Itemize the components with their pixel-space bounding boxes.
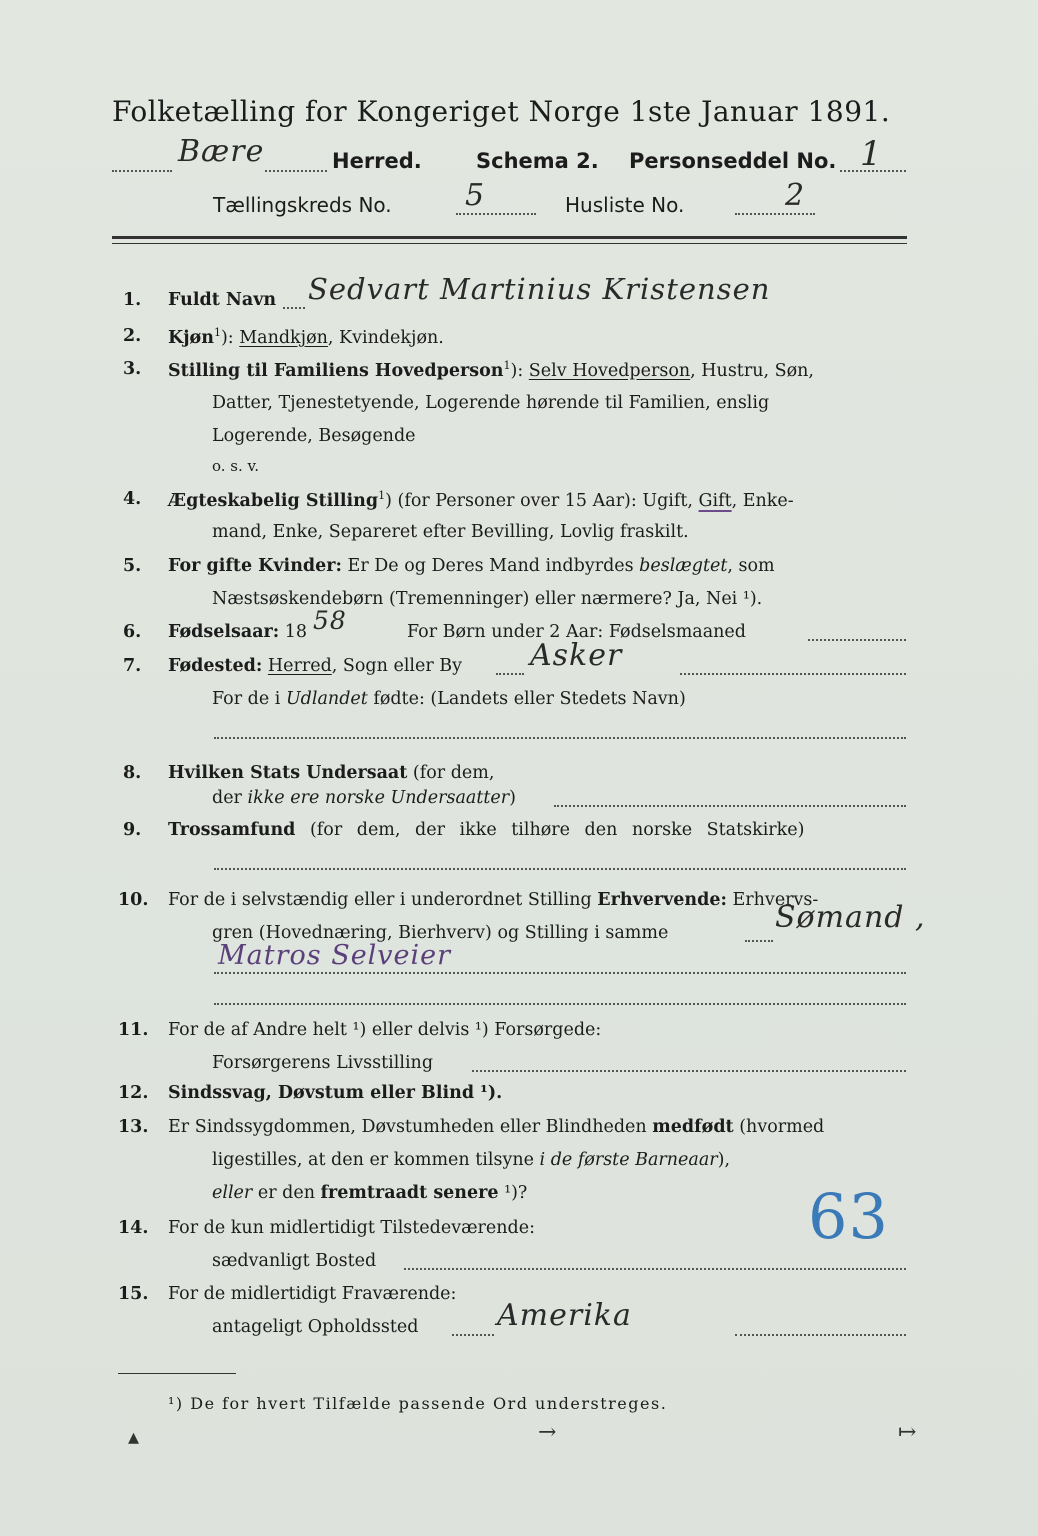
item-3-label: Stilling til Familiens Hovedperson — [168, 360, 504, 381]
item-7-line-2-a: For de i — [212, 689, 286, 709]
item-5-rest-b: , som — [727, 556, 775, 576]
item-8-label: Hvilken Stats Undersaat — [168, 763, 408, 783]
item-10-dots-a — [745, 940, 773, 942]
item-6-value: 58 — [313, 606, 347, 635]
item-11-line-1: For de af Andre helt ¹) eller delvis ¹) Forsørgede: — [168, 1020, 602, 1040]
item-13-line-3-a: er den — [252, 1183, 321, 1203]
item-4-line-1 — [168, 489, 794, 511]
item-7-label: Fødested: — [168, 656, 263, 676]
item-13-line-1-b: medfødt — [652, 1117, 734, 1137]
item-7-number: 7. — [123, 656, 142, 676]
item-3-line-1 — [168, 359, 814, 381]
margin-note: 63 — [808, 1180, 889, 1253]
item-15-dots-a — [452, 1334, 494, 1336]
item-9-dots — [214, 868, 906, 870]
item-11-dots — [472, 1070, 906, 1072]
item-15-number: 15. — [118, 1284, 149, 1304]
item-4-label: Ægteskabelig Stilling — [168, 490, 379, 511]
item-8-number: 8. — [123, 763, 142, 783]
item-9-label: Trossamfund — [168, 820, 296, 840]
item-11-number: 11. — [118, 1020, 149, 1040]
item-6-prefix: 18 — [279, 622, 308, 642]
item-8-line-2-italic: ikke ere norske Undersaatter — [247, 788, 510, 808]
item-1-label: Fuldt Navn — [168, 290, 277, 310]
item-12-line-1: Sindssvag, Døvstum eller Blind ¹). — [168, 1083, 503, 1103]
item-3-option-selv: Selv Hovedperson — [528, 360, 691, 381]
form-title: Folketælling for Kongeriget Norge 1ste Januar 1891. — [112, 95, 891, 128]
item-10-line-1-b: Erhvervende: — [597, 890, 727, 910]
item-3-rest-b: , Hustru, Søn, — [690, 360, 814, 381]
item-2-number: 2. — [123, 326, 142, 346]
item-1-value: Sedvart Martinius Kristensen — [308, 272, 771, 306]
item-7-value: Asker — [530, 638, 623, 673]
item-5-number: 5. — [123, 556, 142, 576]
item-15-line-1: For de midlertidigt Fraværende: — [168, 1284, 457, 1304]
husliste-label: Husliste No. — [565, 193, 685, 217]
personseddel-value: 1 — [860, 134, 883, 174]
item-2-rest-a: ): — [220, 327, 240, 348]
item-7-line-2-b: fødte: (Landets eller Stedets Navn) — [367, 689, 686, 709]
item-4-sup: 1 — [378, 489, 386, 502]
item-13-number: 13. — [118, 1117, 149, 1137]
item-7-dots-c — [214, 737, 906, 739]
item-13-line-2 — [212, 1150, 730, 1170]
item-7-option-herred: Herred — [267, 656, 332, 676]
herred-dots — [112, 170, 172, 172]
registration-mark-left: ▴ — [128, 1425, 140, 1450]
item-2-line — [168, 326, 444, 348]
item-2-sup: 1 — [213, 326, 221, 339]
item-2-label: Kjøn — [168, 327, 214, 348]
kreds-value: 5 — [465, 178, 486, 213]
item-6-rest: For Børn under 2 Aar: Fødselsmaaned — [407, 622, 746, 642]
item-10-line-1-a: For de i selvstændig eller i underordnet Stilling — [168, 890, 598, 910]
item-13-line-1 — [168, 1117, 824, 1137]
item-13-line-1-c: (hvormed — [733, 1117, 825, 1137]
item-15-dots-b — [735, 1334, 906, 1336]
herred-label: Herred. — [332, 149, 422, 173]
item-4-number: 4. — [123, 489, 142, 509]
item-10-dots-c — [214, 1003, 906, 1005]
item-4-option-gift: Gift — [698, 490, 732, 511]
item-13-line-3-c: ¹)? — [498, 1183, 528, 1203]
item-8-line-2-b: ) — [509, 788, 516, 808]
item-13-line-2-italic: i de første Barneaar — [539, 1150, 718, 1170]
header-rule-thin — [112, 243, 907, 244]
item-13-line-3-b: fremtraadt senere — [320, 1183, 499, 1203]
item-6-label: Fødselsaar: — [168, 622, 280, 642]
item-8-line-2-a: der — [212, 788, 248, 808]
header-rule-thick — [112, 236, 907, 239]
item-15-value: Amerika — [497, 1298, 632, 1333]
item-14-dots — [404, 1268, 906, 1270]
personseddel-label: Personseddel No. — [629, 149, 837, 173]
item-3-rest-a: ): — [510, 360, 529, 381]
item-5-label: For gifte Kvinder: — [168, 556, 342, 576]
personseddel-dots — [840, 170, 906, 172]
item-7-rest: , Sogn eller By — [331, 656, 463, 676]
item-8-line-1 — [168, 763, 494, 783]
item-8-dots — [554, 805, 906, 807]
item-1-number: 1. — [123, 290, 142, 310]
item-10-number: 10. — [118, 890, 149, 910]
item-2-option-mandkjon: Mandkjøn — [239, 327, 328, 348]
item-12-number: 12. — [118, 1083, 149, 1103]
item-6-dots — [808, 639, 906, 641]
item-15-line-2: antageligt Opholdssted — [212, 1317, 419, 1337]
item-10-line-1 — [168, 890, 818, 910]
item-8-line-2 — [212, 788, 516, 808]
footnote: ¹) De for hvert Tilfælde passende Ord understreges. — [168, 1394, 668, 1413]
item-5-line-2: Næstsøskendebørn (Tremenninger) eller nærmere? Ja, Nei ¹). — [212, 589, 763, 609]
item-13-line-2-a: ligestilles, at den er kommen tilsyne — [212, 1150, 540, 1170]
item-5-line-1 — [168, 556, 775, 576]
item-5-rest-a: Er De og Deres Mand indbyrdes — [341, 556, 640, 576]
item-13-line-3 — [212, 1183, 527, 1203]
item-1-dots — [283, 307, 305, 309]
item-14-line-1: For de kun midlertidigt Tilstedeværende: — [168, 1218, 535, 1238]
item-10-value-1: Sømand , — [775, 900, 926, 935]
footnote-rule — [118, 1373, 236, 1374]
item-2-rest-b: , Kvindekjøn. — [327, 327, 444, 348]
item-4-line-2: mand, Enke, Separeret efter Bevilling, Lovlig fraskilt. — [212, 522, 689, 542]
husliste-value: 2 — [785, 178, 806, 213]
item-4-rest-a: ) (for Personer over 15 Aar): Ugift, — [385, 490, 699, 511]
item-13-line-2-b: ), — [717, 1150, 731, 1170]
item-3-line-3: Logerende, Besøgende — [212, 426, 416, 446]
registration-mark-right: ↦ — [898, 1420, 917, 1445]
schema-label: Schema 2. — [476, 149, 599, 173]
kreds-label: Tællingskreds No. — [213, 193, 392, 217]
item-3-line-2: Datter, Tjenestetyende, Logerende hørende til Familien, enslig — [212, 393, 770, 413]
item-3-sup: 1 — [503, 359, 511, 372]
item-7-line-2 — [212, 689, 686, 709]
item-10-value-2: Matros Selveier — [218, 940, 452, 971]
item-13-line-1-a: Er Sindssygdommen, Døvstumheden eller Blindheden — [168, 1117, 653, 1137]
item-13-line-3-italic: eller — [212, 1183, 253, 1203]
item-6-number: 6. — [123, 622, 142, 642]
item-3-line-4: o. s. v. — [212, 457, 259, 475]
item-9-line-1 — [168, 820, 804, 840]
item-3-number: 3. — [123, 359, 142, 379]
item-10-dots-b — [214, 972, 906, 974]
item-11-line-2: Forsørgerens Livsstilling — [212, 1053, 434, 1073]
item-6-line — [168, 622, 307, 642]
kreds-dots — [456, 213, 536, 215]
item-10-line-2: gren (Hovednæring, Bierhverv) og Stilling i samme — [212, 923, 669, 943]
husliste-dots — [735, 213, 815, 215]
herred-dots-2 — [265, 170, 327, 172]
item-7-line-2-italic: Udlandet — [285, 689, 368, 709]
item-14-number: 14. — [118, 1218, 149, 1238]
item-4-rest-b: , Enke- — [731, 490, 794, 511]
item-8-rest: (for dem, — [407, 763, 495, 783]
item-10-line-1-c: Erhvervs- — [726, 890, 819, 910]
item-9-rest: (for dem, der ikke tilhøre den norske Statskirke) — [295, 820, 805, 840]
item-14-line-2: sædvanligt Bosted — [212, 1251, 377, 1271]
item-7-line-1 — [168, 656, 462, 676]
item-5-italic-word: beslægtet — [639, 556, 728, 576]
herred-value: Bære — [178, 134, 265, 169]
registration-mark-center: → — [538, 1420, 557, 1445]
item-7-dots-b — [680, 673, 906, 675]
item-7-dots-a — [496, 673, 524, 675]
item-9-number: 9. — [123, 820, 142, 840]
